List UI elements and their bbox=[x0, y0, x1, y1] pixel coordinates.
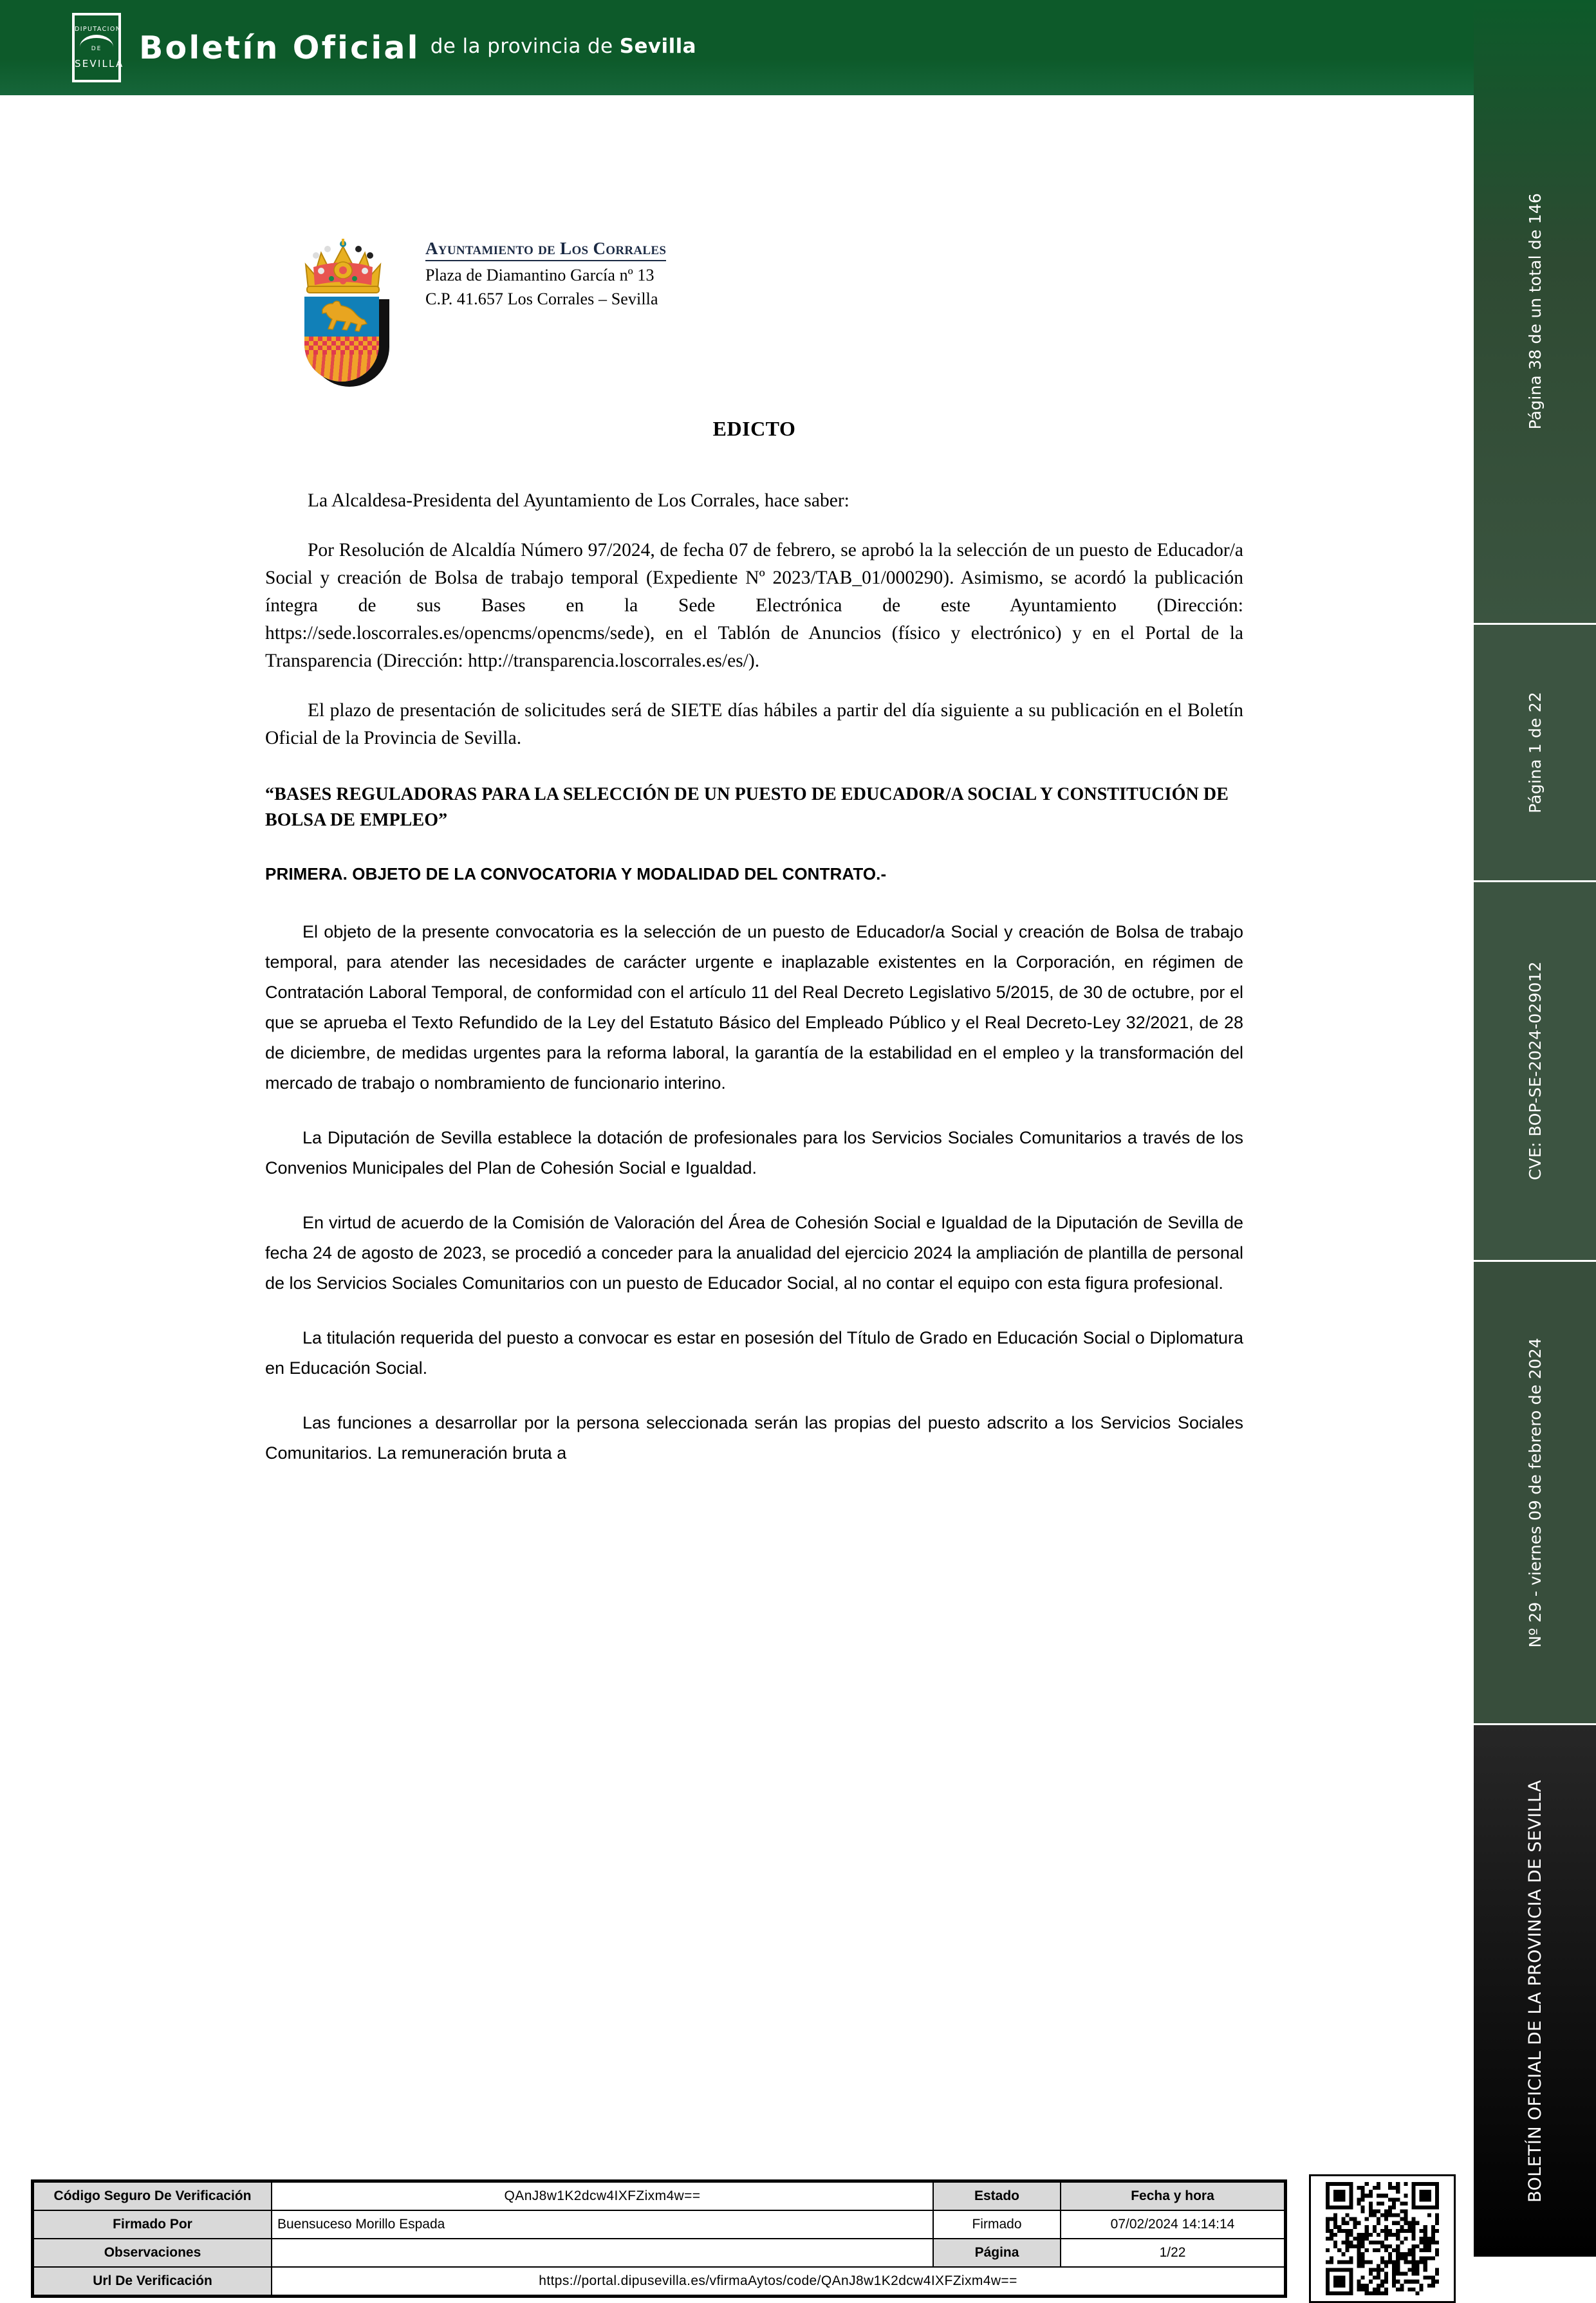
sidebar-page-of-doc bbox=[1474, 623, 1596, 880]
label-page: Página bbox=[933, 2239, 1061, 2267]
value-datetime: 07/02/2024 14:14:14 bbox=[1061, 2210, 1285, 2239]
document-content bbox=[265, 417, 1243, 1493]
masthead-subtitle-province: Sevilla bbox=[619, 35, 696, 58]
letterhead-text bbox=[425, 227, 666, 309]
paragraph-intro: La Alcaldesa-Presidenta del Ayuntamiento de Los Corrales, hace saber: bbox=[308, 490, 849, 511]
value-url: https://portal.dipusevilla.es/vfirmaAytos/code/QAnJ8w1K2dcw4IXFZixm4w== bbox=[272, 2267, 1285, 2295]
masthead-title: Boletín Oficial bbox=[139, 29, 420, 66]
sidebar-cve-label: CVE: BOP-SE-2024-029012 bbox=[1525, 961, 1545, 1181]
paragraph-resolucion: Por Resolución de Alcaldía Número 97/2024, de fecha 07 de febrero, se aprobó la la selección de un puesto de Educador/a Social y creación de Bolsa de trabajo temporal (Expediente Nº 2023/TAB_01/000290). Asimismo, se acordó la publicación íntegra de sus Bases en la Sede Electrónica de este Ayuntamiento (Dirección: https://sede.loscorrales.es/opencms/opencms/sede), en el Tablón de Anuncios (físico y electrónico) y en el Portal de la Transparencia (Dirección: http://transparencia.loscorrales.es/es/). bbox=[265, 540, 1243, 671]
sidebar-issue-date bbox=[1474, 1260, 1596, 1723]
paragraph-diputacion: La Diputación de Sevilla establece la dotación de profesionales para los Servicios Sociales Comunitarios a través de los Convenios Municipales del Plan de Cohesión Social e Igualdad. bbox=[265, 1128, 1243, 1178]
sidebar-publication-name bbox=[1474, 1723, 1596, 2257]
right-sidebar bbox=[1474, 0, 1596, 2257]
paragraph-objeto: El objeto de la presente convocatoria es la selección de un puesto de Educador/a Social y creación de Bolsa de trabajo temporal, para atender las necesidades de carácter urgente e inaplazable existentes en la Corporación, en régimen de Contratación Laboral Temporal, de conformidad con el artículo 11 del Real Decreto Legislativo 5/2015, de 30 de octubre, por el que se aprueba el Texto Refundido de la Ley del Estatuto Básico del Empleado Público y el Real Decreto-Ley 32/2021, de 28 de diciembre, de medidas urgentes para la reforma laboral, la garantía de la estabilidad en el empleo y la transformación del mercado de trabajo o nombramiento de funcionario interino. bbox=[265, 922, 1243, 1093]
label-state: Estado bbox=[933, 2182, 1061, 2210]
letterhead-organization: Ayuntamiento de Los Corrales bbox=[425, 239, 666, 261]
value-signed-by: Buensuceso Morillo Espada bbox=[272, 2210, 933, 2239]
letterhead-address-line-1: Plaza de Diamantino García nº 13 bbox=[425, 266, 654, 284]
document-body bbox=[0, 95, 1474, 2288]
value-state: Firmado bbox=[933, 2210, 1061, 2239]
shield-checker-band bbox=[304, 337, 379, 355]
shield-field bbox=[304, 297, 379, 382]
value-csv: QAnJ8w1K2dcw4IXFZixm4w== bbox=[272, 2182, 933, 2210]
document-heading: EDICTO bbox=[712, 417, 796, 440]
masthead-subtitle-prefix: de la provincia de bbox=[430, 35, 620, 58]
qr-code-container bbox=[1309, 2174, 1456, 2303]
sidebar-issue-date-label: Nº 29 - viernes 09 de febrero de 2024 bbox=[1525, 1337, 1545, 1648]
value-page: 1/22 bbox=[1061, 2239, 1285, 2267]
shield-rays bbox=[304, 355, 379, 382]
masthead-inner bbox=[72, 9, 696, 86]
table-row bbox=[33, 2210, 1285, 2239]
sidebar-publication-name-label: BOLETÍN OFICIAL DE LA PROVINCIA DE SEVILLA bbox=[1525, 1779, 1545, 2203]
crown-icon bbox=[302, 239, 384, 298]
heading-bases-reguladoras: “BASES REGULADORAS PARA LA SELECCIÓN DE UN PUESTO DE EDUCADOR/A SOCIAL Y CONSTITUCIÓN DE BOLSA DE EMPLEO” bbox=[265, 784, 1229, 830]
letterhead bbox=[293, 227, 666, 388]
masthead-banner bbox=[0, 0, 1474, 95]
logo-label-de: DE bbox=[91, 46, 102, 52]
letterhead-address-line-2: C.P. 41.657 Los Corrales – Sevilla bbox=[425, 290, 658, 308]
label-csv: Código Seguro De Verificación bbox=[33, 2182, 272, 2210]
table-row bbox=[33, 2239, 1285, 2267]
label-url: Url De Verificación bbox=[33, 2267, 272, 2295]
label-observations: Observaciones bbox=[33, 2239, 272, 2267]
sidebar-page-of-doc-label: Página 1 de 22 bbox=[1525, 692, 1545, 813]
paragraph-plazo: El plazo de presentación de solicitudes será de SIETE días hábiles a partir del día siguiente a su publicación en el Boletín Oficial de la Provincia de Sevilla. bbox=[265, 700, 1243, 748]
diputacion-sevilla-logo-icon bbox=[72, 13, 124, 82]
horse-icon bbox=[315, 301, 370, 335]
masthead-subtitle bbox=[431, 37, 696, 59]
label-datetime: Fecha y hora bbox=[1061, 2182, 1285, 2210]
verification-footer bbox=[31, 2179, 1460, 2295]
logo-label-sevilla: SEVILLA bbox=[75, 58, 124, 69]
label-signed-by: Firmado Por bbox=[33, 2210, 272, 2239]
verification-table-frame bbox=[31, 2179, 1287, 2298]
paragraph-comision-valoracion: En virtud de acuerdo de la Comisión de Valoración del Área de Cohesión Social e Igualdad de la Diputación de Sevilla de fecha 24 de agosto de 2023, se procedió a conceder para la anualidad del ejercicio 2024 la ampliación de plantilla de personal de los Servicios Sociales Comunitarios con un puesto de Educador Social, al no contar el equipo con esta figura profesional. bbox=[265, 1213, 1243, 1293]
table-row bbox=[33, 2267, 1285, 2295]
logo-label-diputacion: DIPUTACION bbox=[75, 26, 122, 33]
qr-code-icon bbox=[1326, 2182, 1439, 2295]
shield-shape bbox=[304, 297, 384, 384]
sidebar-cve bbox=[1474, 880, 1596, 1260]
paragraph-funciones: Las funciones a desarrollar por la persona seleccionada serán las propias del puesto adscrito a los Servicios Sociales Comunitarios. La remuneración bruta a bbox=[265, 1413, 1243, 1463]
verification-table bbox=[33, 2181, 1285, 2296]
table-row bbox=[33, 2182, 1285, 2210]
sidebar-page-of-total bbox=[1474, 0, 1596, 623]
heading-primera-objeto: PRIMERA. OBJETO DE LA CONVOCATORIA Y MODALIDAD DEL CONTRATO.- bbox=[265, 864, 887, 883]
paragraph-titulacion: La titulación requerida del puesto a convocar es estar en posesión del Título de Grado en Educación Social o Diplomatura en Educación Social. bbox=[265, 1328, 1243, 1378]
coat-of-arms-icon bbox=[293, 227, 396, 388]
value-observations bbox=[272, 2239, 933, 2267]
sidebar-page-of-total-label: Página 38 de un total de 146 bbox=[1525, 193, 1545, 430]
